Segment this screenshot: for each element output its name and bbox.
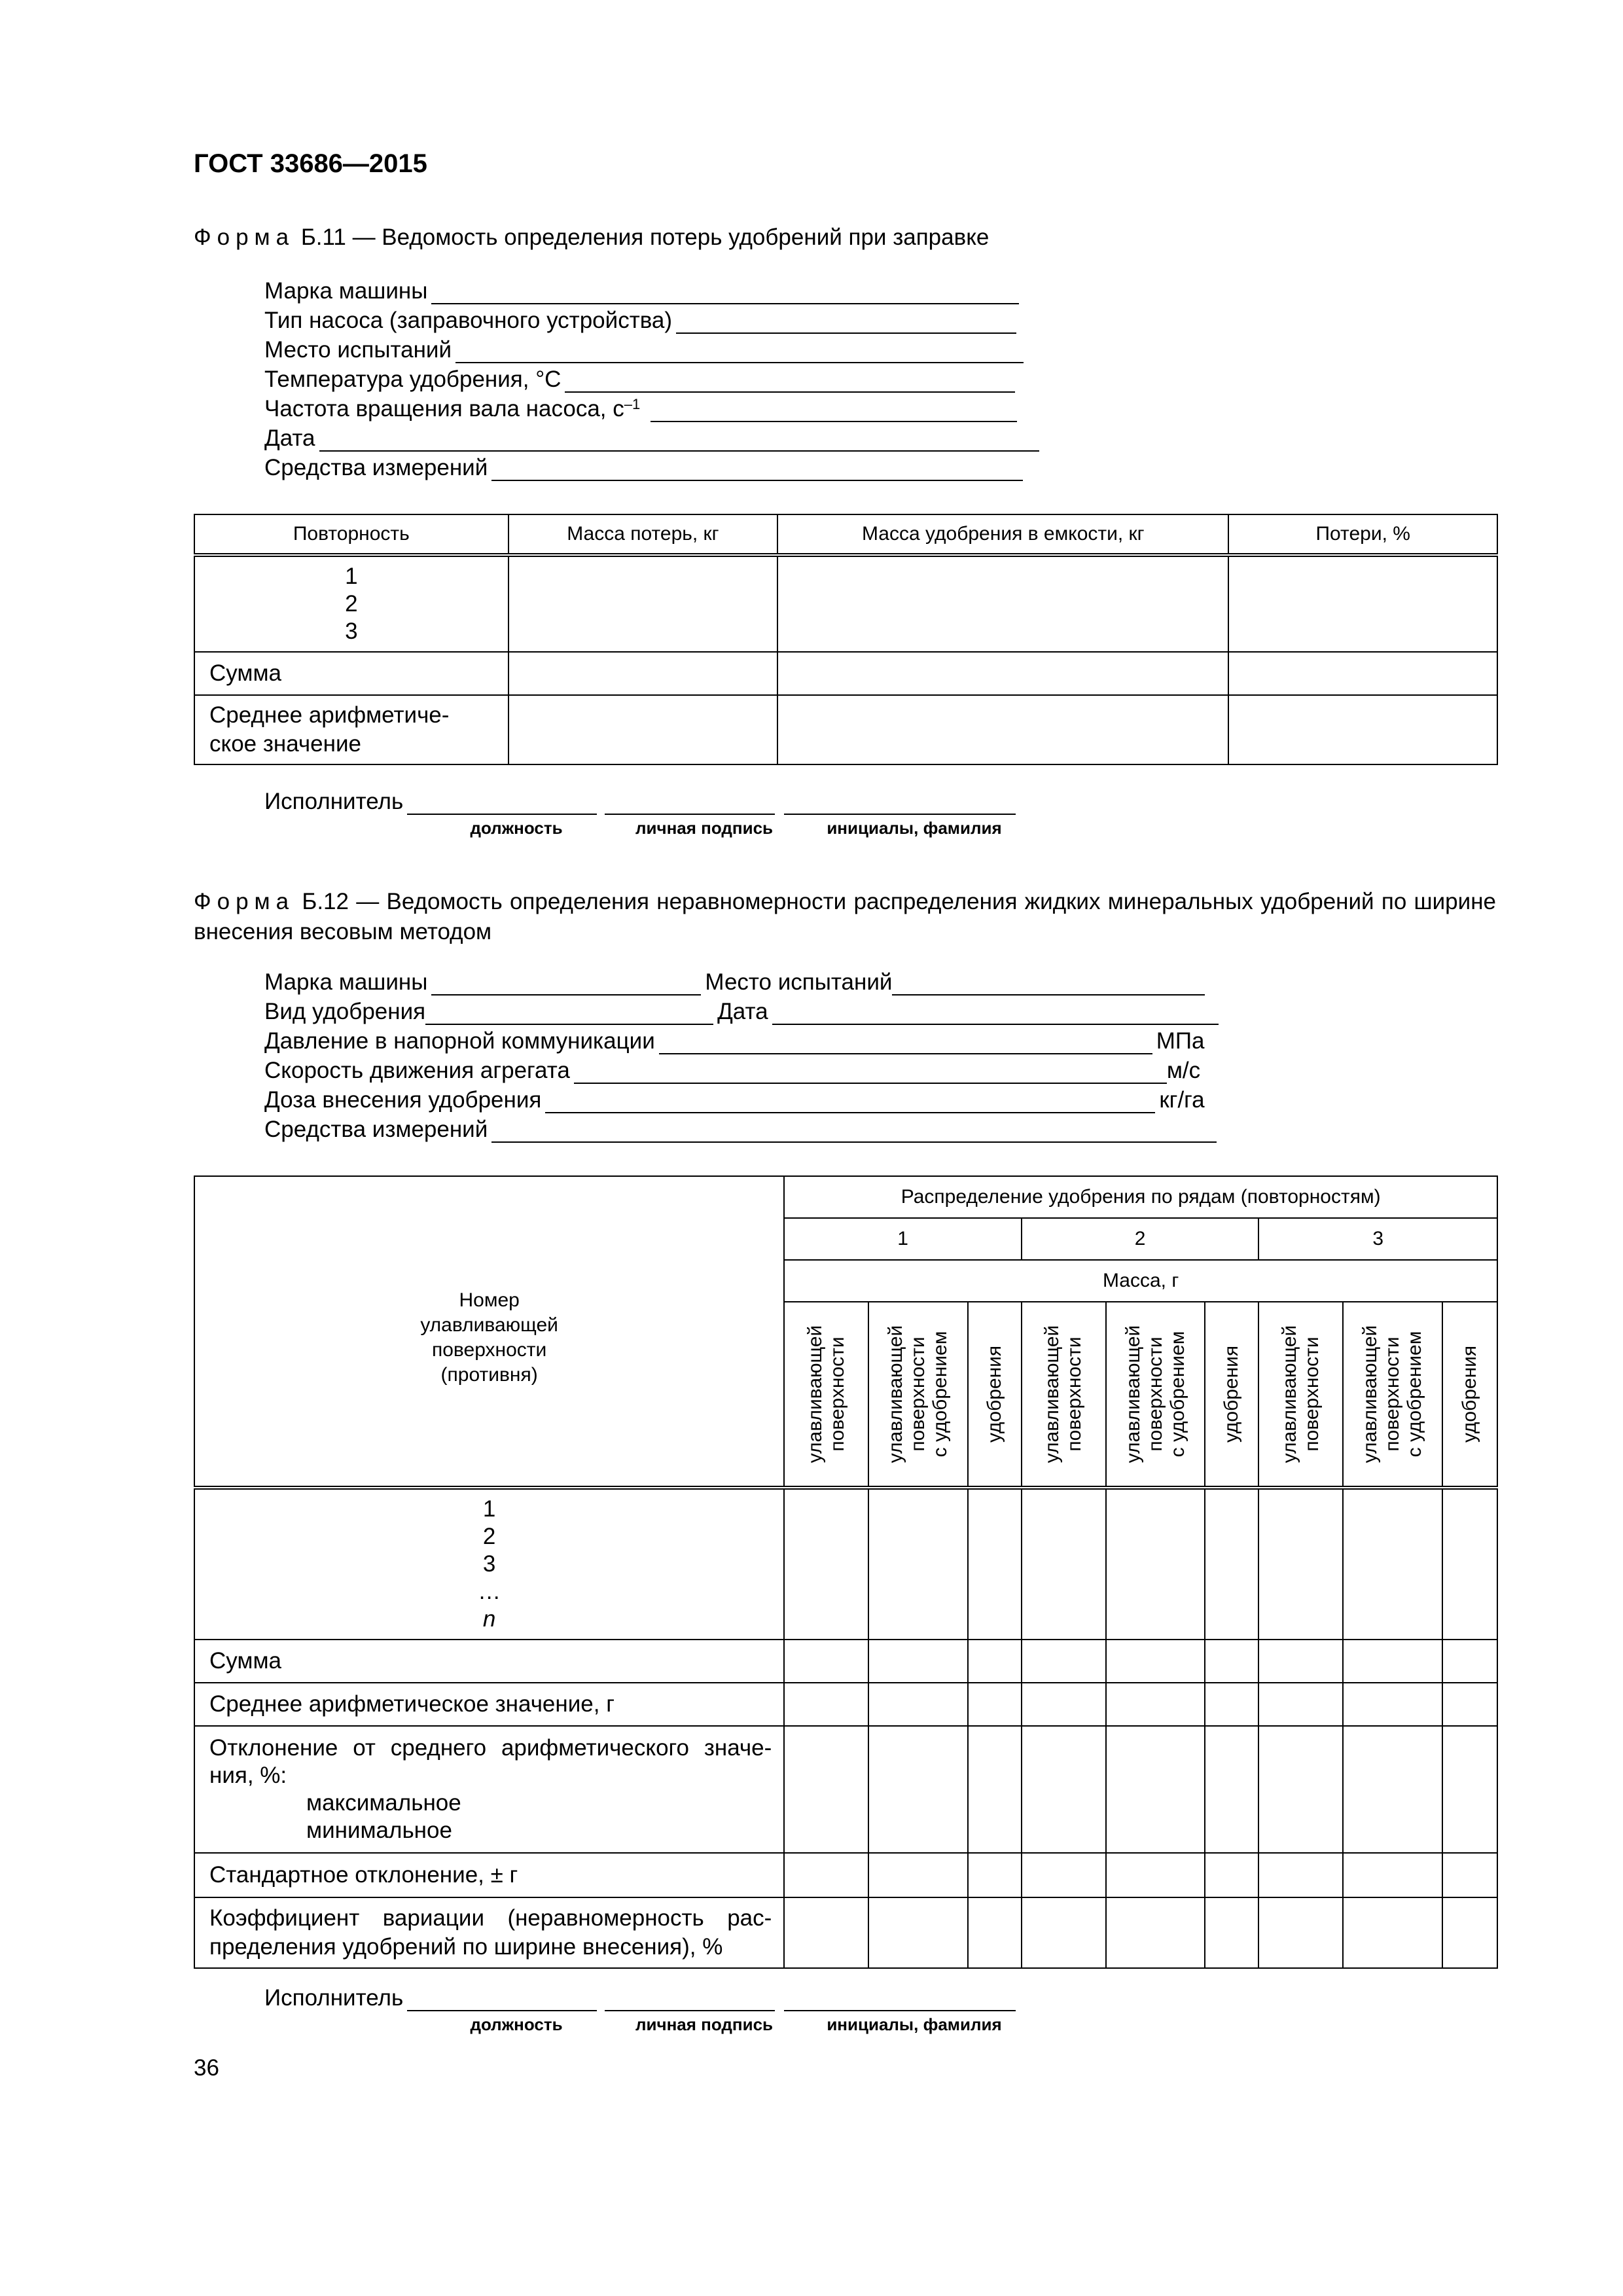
table-cell[interactable]: [784, 1726, 868, 1853]
signature-label: Исполнитель: [264, 789, 404, 814]
subheader-line: улавливающей: [885, 1325, 907, 1463]
subheader-line: удобрения: [1221, 1345, 1243, 1443]
subheader-line: с удобрением: [929, 1331, 952, 1458]
field-unit: м/с: [1166, 1058, 1201, 1083]
subheader-fertilizer: [1442, 1302, 1497, 1488]
table-cell[interactable]: [1442, 1726, 1497, 1853]
fill-line[interactable]: [772, 1001, 1219, 1025]
position-caption: должность: [470, 818, 563, 838]
table-row: [194, 1853, 1497, 1897]
table-cell[interactable]: [1343, 1640, 1442, 1683]
subheader-line: удобрения: [983, 1345, 1005, 1443]
fill-line[interactable]: [431, 972, 701, 996]
subheader-line: поверхности: [1063, 1336, 1086, 1452]
table-cell[interactable]: [1442, 1488, 1497, 1640]
form11-caption-text: Б.11 — Ведомость определения потерь удобрений при заправке: [300, 224, 990, 250]
field-label: Место испытаний: [705, 969, 893, 995]
subheader-line: поверхности: [1300, 1336, 1323, 1452]
signature-line[interactable]: [605, 791, 775, 815]
fill-line[interactable]: [425, 1001, 713, 1025]
deviation-min: минимальное: [306, 1818, 452, 1843]
page-number: 36: [194, 2055, 219, 2081]
signature-block-1: [264, 785, 1063, 844]
table-cell[interactable]: [968, 1683, 1022, 1726]
row-number: 1: [482, 1496, 496, 1522]
form11-caption: [194, 223, 1496, 253]
signature-block-2: [264, 1982, 1063, 2041]
table-row: [194, 1640, 1497, 1683]
form11-field-frequency: [264, 393, 1021, 422]
table-cell[interactable]: [1258, 1640, 1343, 1683]
cv-label: [194, 1897, 784, 1968]
deviation-max: максимальное: [306, 1790, 461, 1816]
field-label: Температура удобрения, °С: [264, 367, 562, 392]
field-unit: кг/га: [1159, 1087, 1205, 1113]
repeat-numbers: [194, 555, 508, 652]
header-loss-mass: Масса потерь, кг: [508, 514, 778, 555]
subheader-line: удобрения: [1459, 1345, 1481, 1443]
fill-line[interactable]: [574, 1060, 1167, 1084]
signature-label: Исполнитель: [264, 1985, 404, 2011]
form12-caption-text: Б.12 — Ведомость определения неравномерности распределения жидких минеральных удобрений по ширине внесения весовым методом: [194, 889, 1496, 944]
table-cell[interactable]: [1442, 1853, 1497, 1897]
number-header: [194, 1176, 784, 1488]
mean-label-line: Среднее арифметиче-: [209, 702, 450, 728]
table-cell[interactable]: [868, 1897, 968, 1968]
form11-field-date: [264, 422, 1043, 452]
repeat-header-1: 1: [784, 1218, 1022, 1260]
row-number: 2: [482, 1524, 496, 1549]
subheader-line: улавливающей: [804, 1325, 826, 1463]
table-cell[interactable]: [1258, 1726, 1343, 1853]
table-cell[interactable]: [1205, 1726, 1258, 1853]
number-header-line: Номер: [459, 1289, 520, 1311]
subheader-line: поверхности: [907, 1336, 929, 1452]
form12-field-speed: [264, 1054, 1200, 1084]
table-cell[interactable]: [1106, 1488, 1205, 1640]
subheader-surface-with-fertilizer: [1343, 1302, 1442, 1488]
form11-field-instruments: [264, 452, 1027, 481]
mass-header: Масса, г: [784, 1260, 1497, 1302]
distribution-header: Распределение удобрения по рядам (повторностям): [784, 1176, 1497, 1218]
table-row: [194, 1726, 1497, 1853]
signature-caption: личная подпись: [635, 2015, 774, 2034]
table-cell[interactable]: [1228, 652, 1497, 695]
subheader-line: поверхности: [826, 1336, 848, 1452]
table-cell[interactable]: [1022, 1488, 1106, 1640]
table-cell[interactable]: [1106, 1726, 1205, 1853]
signature-line[interactable]: [605, 1988, 775, 2011]
table-cell[interactable]: [1442, 1897, 1497, 1968]
cv-label-line: Коэффициент вариации (неравномерность рас-: [209, 1905, 772, 1931]
table-cell[interactable]: [1228, 555, 1497, 652]
table-cell[interactable]: [1442, 1640, 1497, 1683]
table-cell[interactable]: [1022, 1853, 1106, 1897]
fill-line[interactable]: [491, 1119, 1217, 1143]
row-number: n: [482, 1606, 496, 1632]
fill-line[interactable]: [676, 310, 1016, 334]
table-cell[interactable]: [968, 1897, 1022, 1968]
initials-caption: инициалы, фамилия: [827, 2015, 1002, 2034]
table-cell[interactable]: [968, 1488, 1022, 1640]
table-cell[interactable]: [1106, 1640, 1205, 1683]
subheader-surface: [1022, 1302, 1106, 1488]
table-row: [194, 695, 1497, 764]
table-cell[interactable]: [1205, 1640, 1258, 1683]
subheader-surface-with-fertilizer: [868, 1302, 968, 1488]
field-label: Доза внесения удобрения: [264, 1087, 542, 1113]
table-cell[interactable]: [508, 695, 778, 764]
table-cell[interactable]: [1442, 1683, 1497, 1726]
sum-label: Сумма: [194, 652, 508, 695]
form11-field-machine: [264, 275, 1023, 304]
repeat-header-2: 2: [1022, 1218, 1259, 1260]
number-header-line: поверхности: [431, 1339, 547, 1361]
table-cell[interactable]: [968, 1726, 1022, 1853]
table-cell[interactable]: [777, 695, 1228, 764]
table-cell[interactable]: [508, 555, 778, 652]
table-cell[interactable]: [1022, 1726, 1106, 1853]
fill-line[interactable]: [545, 1090, 1155, 1113]
fill-line[interactable]: [565, 369, 1015, 393]
table-cell[interactable]: [1205, 1683, 1258, 1726]
field-label: Вид удобрения: [264, 999, 426, 1024]
fill-line[interactable]: [319, 428, 1039, 452]
repeat-number: 3: [345, 619, 358, 644]
initials-line[interactable]: [784, 791, 1016, 815]
subheader-line: улавливающей: [1278, 1325, 1300, 1463]
form12-field-dose: [264, 1084, 1205, 1113]
subheader-line: поверхности: [1382, 1336, 1404, 1452]
table-row: [194, 1897, 1497, 1968]
table-cell[interactable]: [1106, 1683, 1205, 1726]
table-cell[interactable]: [784, 1488, 868, 1640]
fill-line[interactable]: [651, 399, 1017, 422]
table-cell[interactable]: [868, 1726, 968, 1853]
form12-field-machine-place: [264, 966, 1209, 996]
table-cell[interactable]: [1343, 1897, 1442, 1968]
repeat-number: 2: [345, 591, 358, 617]
table-cell[interactable]: [784, 1853, 868, 1897]
table-cell[interactable]: [1258, 1683, 1343, 1726]
initials-line[interactable]: [784, 1988, 1016, 2011]
signature-caption: личная подпись: [635, 818, 774, 838]
table-row: [194, 555, 1497, 652]
table-cell[interactable]: [777, 652, 1228, 695]
table-header-row: [194, 514, 1497, 555]
superscript: –1: [624, 396, 641, 412]
form11-field-place: [264, 334, 1027, 363]
table-cell[interactable]: [1258, 1897, 1343, 1968]
sum-label: Сумма: [194, 1640, 784, 1683]
table-cell[interactable]: [1106, 1853, 1205, 1897]
mean-label: [194, 695, 508, 764]
position-line[interactable]: [407, 1988, 597, 2011]
initials-caption: инициалы, фамилия: [827, 818, 1002, 838]
position-caption: должность: [470, 2015, 563, 2034]
form11-field-temperature: [264, 363, 1019, 393]
table-row: [194, 1683, 1497, 1726]
table-cell[interactable]: [868, 1853, 968, 1897]
subheader-fertilizer: [968, 1302, 1022, 1488]
field-unit: МПа: [1156, 1028, 1205, 1054]
form12-field-pressure: [264, 1025, 1205, 1054]
field-label: Марка машины: [264, 969, 428, 995]
mean-label-line: ское значение: [209, 731, 361, 757]
table-cell[interactable]: [784, 1683, 868, 1726]
document-number: ГОСТ 33686—2015: [194, 149, 427, 178]
fill-line[interactable]: [455, 340, 1024, 363]
subheader-line: с удобрением: [1166, 1331, 1188, 1458]
header-repeat: Повторность: [194, 514, 508, 555]
table-cell[interactable]: [1228, 695, 1497, 764]
table-row: [194, 1488, 1497, 1640]
table-cell[interactable]: [1258, 1488, 1343, 1640]
deviation-label: [194, 1726, 784, 1853]
table-cell[interactable]: [508, 652, 778, 695]
field-label: Дата: [717, 999, 768, 1024]
fill-line[interactable]: [431, 281, 1019, 304]
table-cell[interactable]: [1022, 1640, 1106, 1683]
subheader-line: улавливающей: [1041, 1325, 1063, 1463]
subheader-line: поверхности: [1144, 1336, 1166, 1452]
table-cell[interactable]: [1343, 1488, 1442, 1640]
subheader-surface-with-fertilizer: [1106, 1302, 1205, 1488]
cv-label-line: пределения удобрений по ширине внесения), %: [209, 1934, 723, 1960]
number-header-line: улавливающей: [420, 1314, 558, 1336]
fill-line[interactable]: [491, 457, 1023, 481]
form12-field-fertilizer-date: [264, 996, 1222, 1025]
deviation-label-line: ния, %:: [209, 1763, 287, 1788]
field-label: Место испытаний: [264, 337, 452, 363]
table-cell[interactable]: [968, 1640, 1022, 1683]
field-label: Дата: [264, 425, 315, 451]
table-cell[interactable]: [1106, 1897, 1205, 1968]
header-tank-mass: Масса удобрения в емкости, кг: [777, 514, 1228, 555]
field-label: Тип насоса (заправочного устройства): [264, 308, 673, 333]
row-number: 3: [482, 1551, 496, 1577]
table-cell[interactable]: [1205, 1853, 1258, 1897]
subheader-line: улавливающей: [1359, 1325, 1382, 1463]
form12-caption: [194, 887, 1496, 947]
position-line[interactable]: [407, 791, 597, 815]
number-header-line: (противня): [440, 1364, 538, 1386]
table-row: [194, 652, 1497, 695]
table-cell[interactable]: [1205, 1488, 1258, 1640]
table-cell[interactable]: [784, 1640, 868, 1683]
table-cell[interactable]: [868, 1683, 968, 1726]
table-cell[interactable]: [868, 1640, 968, 1683]
field-label: Частота вращения вала насоса, с: [264, 396, 624, 422]
repeat-header-3: 3: [1258, 1218, 1497, 1260]
table-cell[interactable]: [1022, 1683, 1106, 1726]
table-cell[interactable]: [1343, 1853, 1442, 1897]
form12-table: [194, 1175, 1498, 1969]
table-cell[interactable]: [1205, 1897, 1258, 1968]
subheader-surface: [1258, 1302, 1343, 1488]
table-cell[interactable]: [1343, 1683, 1442, 1726]
field-label: Средства измерений: [264, 455, 488, 480]
table-cell[interactable]: [868, 1488, 968, 1640]
fill-line[interactable]: [659, 1031, 1152, 1054]
table-header-row: [194, 1176, 1497, 1218]
header-losses: Потери, %: [1228, 514, 1497, 555]
field-label: Давление в напорной коммуникации: [264, 1028, 655, 1054]
subheader-fertilizer: [1205, 1302, 1258, 1488]
field-label: Марка машины: [264, 278, 428, 304]
form11-field-pump: [264, 304, 1020, 334]
row-number: …: [478, 1579, 501, 1604]
subheader-line: с удобрением: [1404, 1331, 1426, 1458]
fill-line[interactable]: [892, 972, 1205, 996]
mean-label: Среднее арифметическое значение, г: [194, 1683, 784, 1726]
row-numbers: [194, 1488, 784, 1640]
repeat-number: 1: [345, 564, 358, 589]
subheader-line: улавливающей: [1122, 1325, 1144, 1463]
table-cell[interactable]: [1022, 1897, 1106, 1968]
field-label: Средства измерений: [264, 1117, 488, 1142]
std-label: Стандартное отклонение, ± г: [194, 1853, 784, 1897]
form12-caption-label: Форма: [194, 889, 295, 914]
table-cell[interactable]: [1258, 1853, 1343, 1897]
table-cell[interactable]: [777, 555, 1228, 652]
table-cell[interactable]: [784, 1897, 868, 1968]
subheader-surface: [784, 1302, 868, 1488]
table-cell[interactable]: [1343, 1726, 1442, 1853]
table-cell[interactable]: [968, 1853, 1022, 1897]
form11-caption-label: Форма: [194, 224, 295, 250]
field-label: Скорость движения агрегата: [264, 1058, 570, 1083]
form12-field-instruments: [264, 1113, 1221, 1143]
deviation-label-line: Отклонение от среднего арифметического значе-: [209, 1735, 772, 1761]
form11-table: [194, 514, 1498, 765]
